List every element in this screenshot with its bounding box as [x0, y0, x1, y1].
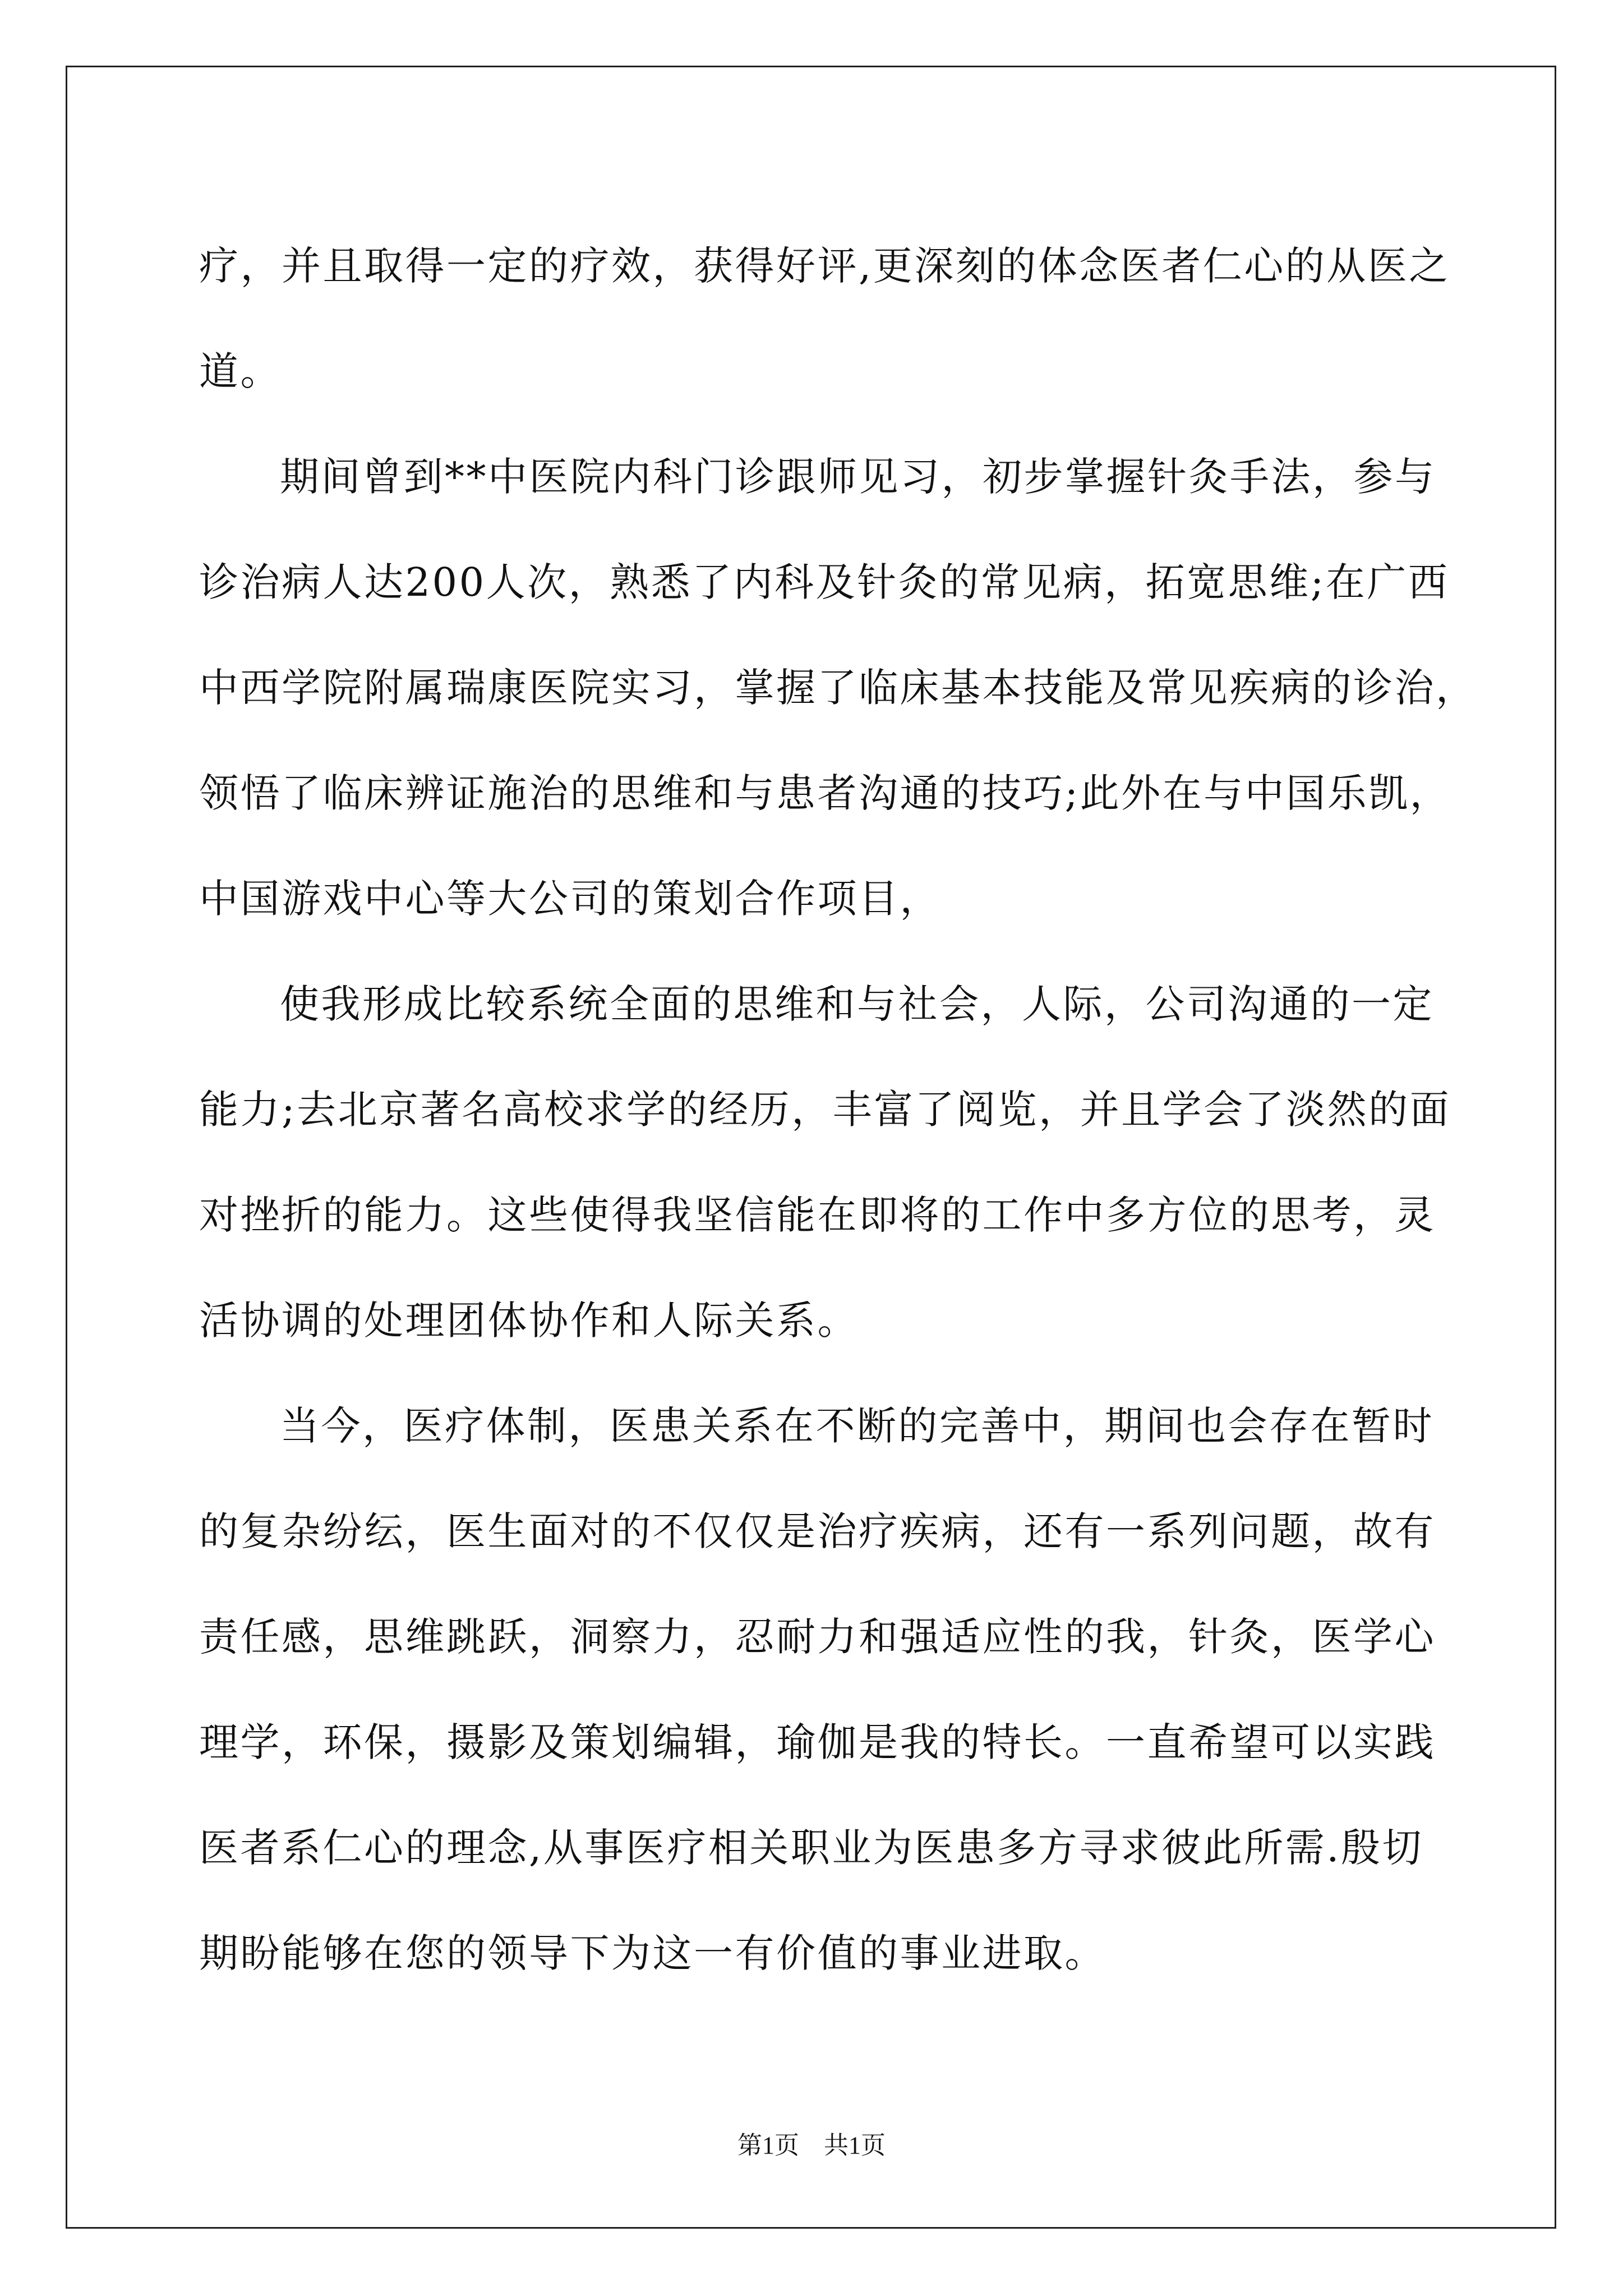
page-number-footer: 第1页 共1页 [737, 2132, 886, 2159]
text-line: 诊治病人达200人次，熟悉了内科及针灸的常见病，拓宽思维;在广西 [199, 559, 1450, 605]
paragraph-start-line: 期间曾到**中医院内科门诊跟师见习，初步掌握针灸手法，参与 [280, 454, 1436, 500]
text-line: 道。 [199, 348, 282, 394]
paragraph-start-line: 当今，医疗体制，医患关系在不断的完善中，期间也会存在暂时 [280, 1403, 1434, 1449]
text-line: 责任感，思维跳跃，洞察力，忍耐力和强适应性的我，针灸，医学心 [199, 1614, 1436, 1660]
text-line: 期盼能够在您的领导下为这一有价值的事业进取。 [199, 1930, 1106, 1976]
text-line: 能力;去北京著名高校求学的经历，丰富了阅览，并且学会了淡然的面 [199, 1087, 1451, 1133]
paragraph-start-line: 使我形成比较系统全面的思维和与社会，人际，公司沟通的一定 [280, 981, 1434, 1027]
text-line: 对挫折的能力。这些使得我坚信能在即将的工作中多方位的思考，灵 [199, 1192, 1436, 1238]
text-line: 医者系仁心的理念,从事医疗相关职业为医患多方寻求彼此所需.殷切 [199, 1825, 1423, 1871]
text-line: 理学，环保，摄影及策划编辑，瑜伽是我的特长。一直希望可以实践 [199, 1719, 1436, 1765]
text-line: 领悟了临床辨证施治的思维和与患者沟通的技巧;此外在与中国乐凯， [199, 770, 1451, 816]
text-line: 中西学院附属瑞康医院实习，掌握了临床基本技能及常见疾病的诊治， [199, 665, 1477, 711]
text-line: 中国游戏中心等大公司的策划合作项目， [199, 876, 941, 922]
text-line: 的复杂纷纭，医生面对的不仅仅是治疗疾病，还有一系列问题，故有 [199, 1508, 1436, 1554]
document-body [199, 213, 1477, 2006]
text-line: 疗，并且取得一定的疗效，获得好评,更深刻的体念医者仁心的从医之 [199, 243, 1450, 289]
text-line: 活协调的处理团体协作和人际关系。 [199, 1297, 859, 1343]
